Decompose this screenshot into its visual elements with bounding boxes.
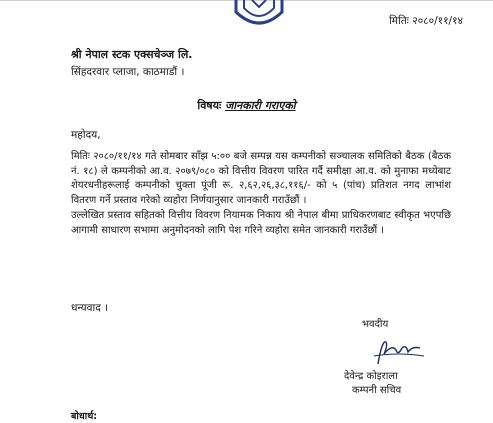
recipient-name: श्री नेपाल स्टक एक्सचेञ्ज लि. [71,48,193,61]
recipient-address: सिंहदरवार प्लाजा, काठमाडौं । [71,66,185,78]
salutation: महोदय, [71,129,101,141]
subject-text: जानकारी गराएको [225,99,296,112]
body-paragraph-2: उल्लेखित प्रस्ताव सहितको वित्तीय विवरण नियामक निकाय श्री नेपाल बीमा प्राधिकरणबाट स्वीकृत भएपछि आगामी साधारण सभामा अनुमोदनको लागि पेश गरिने व्यहोरा समेत जानकारी गराउँछौं । [71,210,451,236]
cc-label: बोधार्थ: [71,411,98,422]
company-logo-icon [230,0,288,28]
sign-off: भवदीय [362,319,389,330]
closing-thanks: धन्यवाद । [71,302,109,314]
letter-date: मितिः २०८०/११/१४ [389,15,463,27]
handwritten-signature [368,336,428,366]
signatory-name: देवेन्द्र कोइराला [344,371,398,382]
signatory-title: कम्पनी सचिव [352,385,402,396]
subject-line [0,99,493,112]
subject-label: विषयः [197,99,222,112]
body-paragraph-1: मितिः २०८०/११/१४ गते सोमबार साँझ ५:०० बजे सम्पन्न यस कम्पनीको सञ्चालक समितिको बैठक (बैठक नं. १८) ले कम्पनीको आ.व. २०७९/०८० को वित्तीय विवरण पारित गर्दै समीक्षा आ.व. को मुनाफा मध्येबाट शेयरधनीहरूलाई कम्पनीको चुक्ता पूंजी रू. २,६२,२६,३८,११६/- को ५ (पांच) प्रतिशत नगद लाभांश वितरण गर्ने प्रस्ताव गरेको व्यहोरा निर्णयानुसार जानकारी गराउँछौं । [71,151,451,206]
